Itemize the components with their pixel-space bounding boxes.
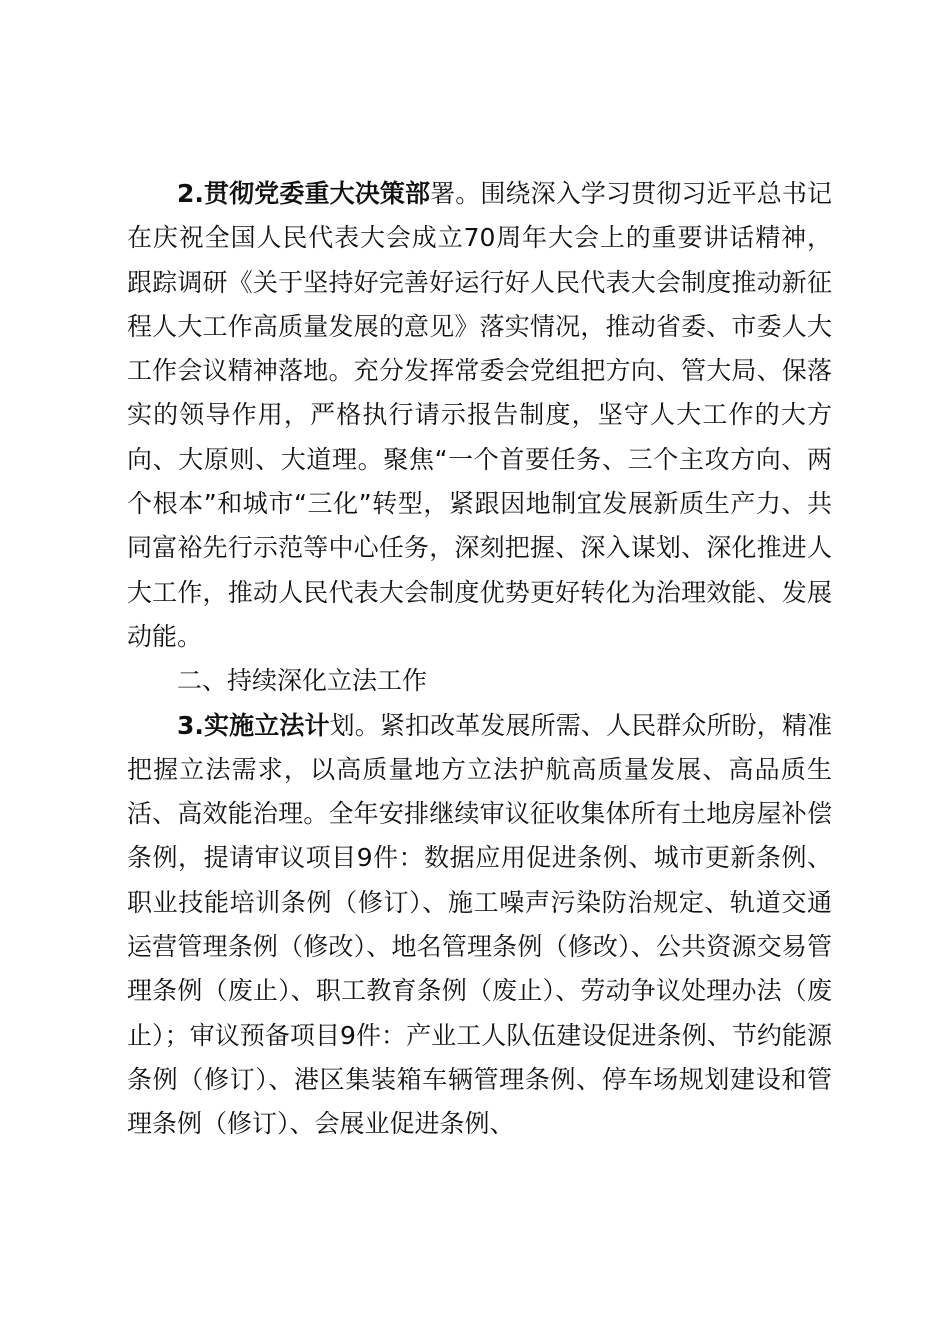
paragraph-body: 署。围绕深入学习贯彻习近平总书记在庆祝全国人民代表大会成立70周年大会上的重要讲话精神，跟踪调研《关于坚持好完善好运行好人民代表大会制度推动新征程人大工作高质量发展的意见》落实情况，推动省委、市委人大工作会议精神落地。充分发挥常委会党组把方向、管大局、保落实的领导作用，严格执行请示报告制度，坚守人大工作的大方向、大原则、大道理。聚焦“一个首要任务、三个主攻方向、两个根本”和城市“三化”转型，紧跟因地制宜发展新质生产力、共同富裕先行示范等中心任务，深刻把握、深入谋划、深化推进人大工作，推动人民代表大会制度优势更好转化为治理效能、发展动能。 — [127, 179, 832, 651]
paragraph-legislation-plan — [127, 704, 832, 1147]
paragraph-lead: 2.贯彻党委重大决策部 — [177, 179, 431, 208]
section-heading: 二、持续深化立法工作 — [177, 666, 428, 696]
paragraph-body: 划。紧扣改革发展所需、人民群众所盼，精准把握立法需求，以高质量地方立法护航高质量发展、高品质生活、高效能治理。全年安排继续审议征收集体所有土地房屋补偿条例，提请审议项目9件：数据应用促进条例、城市更新条例、职业技能培训条例（修订）、施工噪声污染防治规定、轨道交通运营管理条例（修改）、地名管理条例（修改）、公共资源交易管理条例（废止）、职工教育条例（废止）、劳动争议处理办法（废止）；审议预备项目9件：产业工人队伍建设促进条例、节约能源条例（修订）、港区集装箱车辆管理条例、停车场规划建设和管理条例（修订）、会展业促进条例、 — [127, 710, 832, 1139]
paragraph-decision-deployment — [127, 172, 832, 659]
paragraph-lead: 3.实施立法计 — [177, 710, 330, 740]
